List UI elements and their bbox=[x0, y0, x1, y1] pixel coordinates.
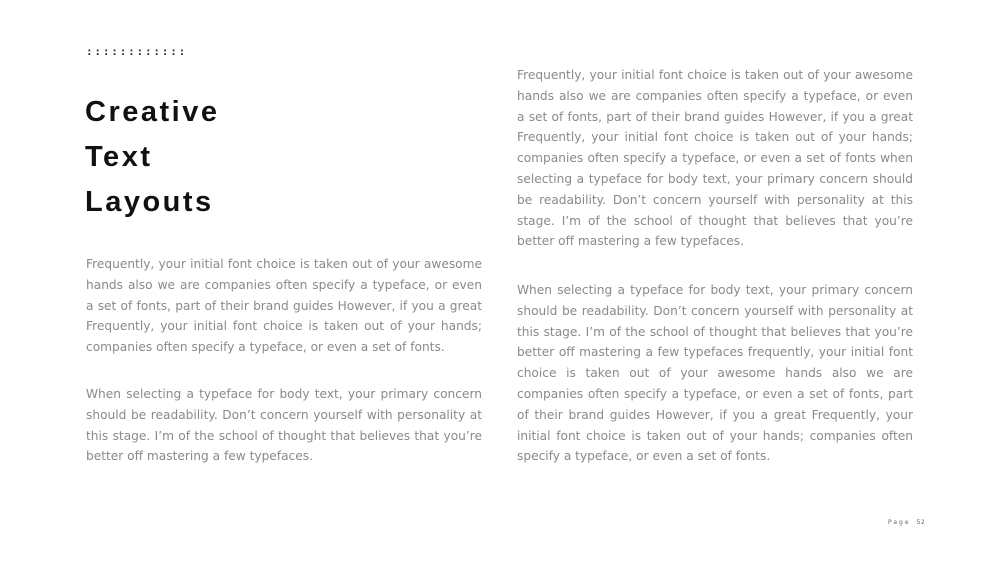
page-footer bbox=[888, 519, 925, 526]
page-number: 52 bbox=[916, 519, 926, 526]
title-line-1: Creative bbox=[85, 96, 220, 128]
right-paragraph-1: Frequently, your initial font choice is taken out of your awesome hands also we are companies often specify a typeface, or even a set of fonts, part of their brand guides However, if you a great Frequently, your initial font choice is taken out of your hands; companies often specify a typeface, or even a set of fonts when selecting a typeface for body text, your primary concern should be readability. Don’t concern yourself with personality at this stage. I’m of the school of thought that believes that you’re better off mastering a few typefaces. bbox=[517, 68, 913, 249]
title-line-2: Text bbox=[85, 141, 153, 173]
right-paragraph-2: When selecting a typeface for body text, your primary concern should be readability. Don’t concern yourself with personality at this stage. I’m of the school of thought that believes that you’re better off mastering a few typefaces frequently, your initial font choice is taken out of your awesome hands also we are companies often specify a typeface, or even a set of fonts, part of their brand guides However, if you a great Frequently, your initial font choice is taken out of your hands; companies often specify a typeface, or even a set of fonts. bbox=[517, 283, 913, 464]
title-line-3: Layouts bbox=[85, 186, 214, 218]
decorative-dots: :::::::::::: bbox=[86, 45, 188, 58]
page-label: Page bbox=[888, 519, 911, 526]
left-paragraph-1: Frequently, your initial font choice is taken out of your awesome hands also we are companies often specify a typeface, or even a set of fonts, part of their brand guides However, if you a great Frequently, your initial font choice is taken out of your hands; companies often specify a typeface, or even a set of fonts. bbox=[86, 257, 482, 355]
left-paragraph-2: When selecting a typeface for body text, your primary concern should be readability. Don’t concern yourself with personality at this stage. I’m of the school of thought that believes that you’re better off mastering a few typefaces. bbox=[86, 387, 482, 464]
page-title bbox=[85, 90, 219, 225]
